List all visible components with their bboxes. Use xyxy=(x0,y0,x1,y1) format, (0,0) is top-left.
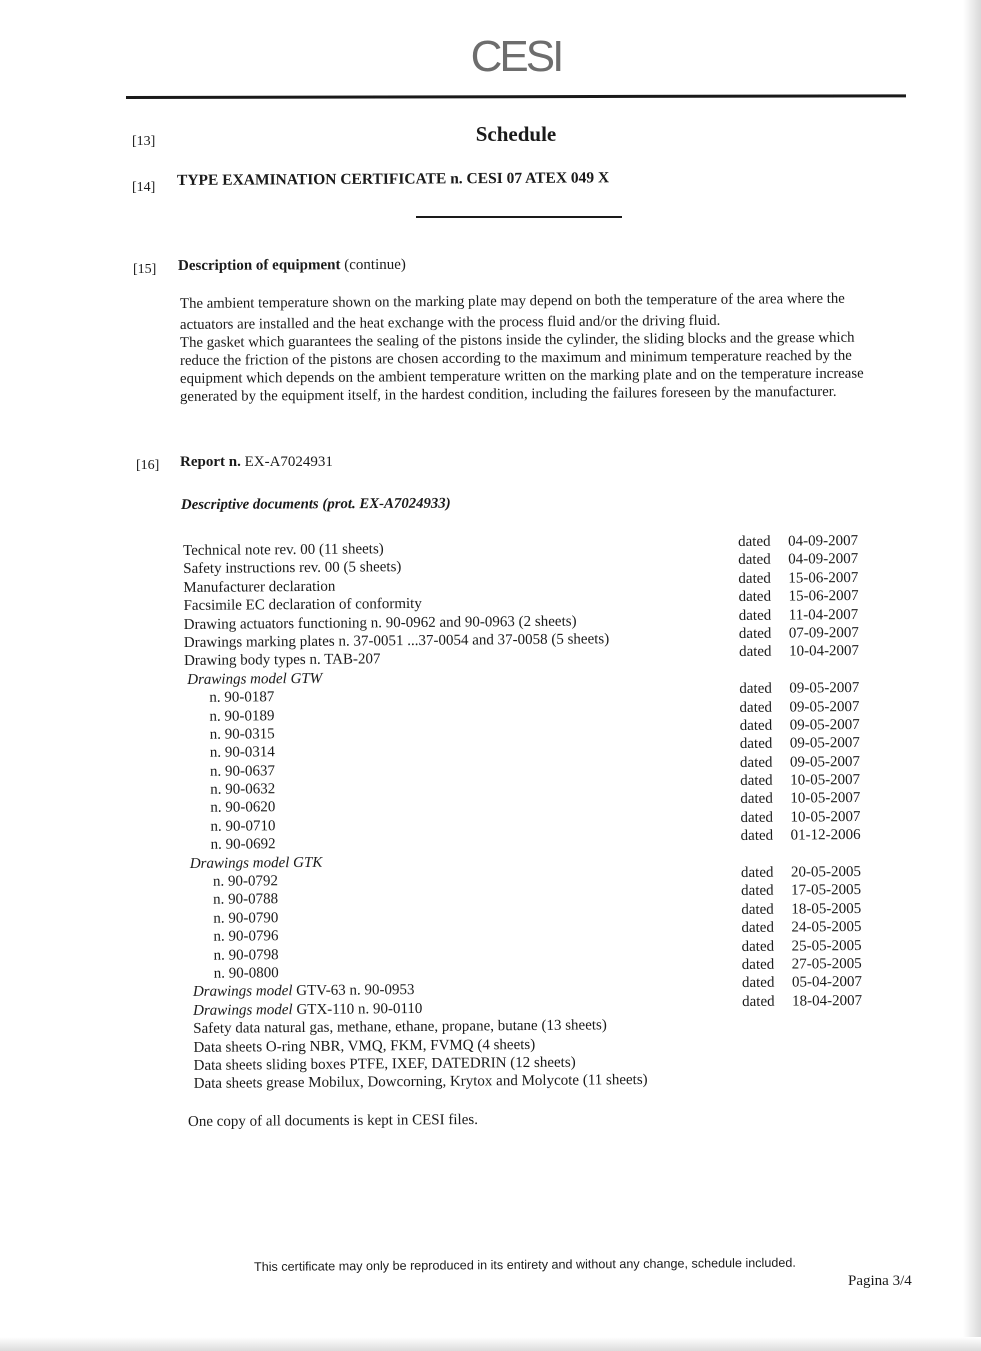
dated-label: dated xyxy=(738,644,772,661)
dated-label: dated xyxy=(741,919,775,937)
description-heading xyxy=(178,257,406,275)
document-date xyxy=(739,697,889,717)
document-item: Manufacturer declaration xyxy=(183,578,336,596)
dated-label: dated xyxy=(740,772,773,790)
date-value: 10-05-2007 xyxy=(790,808,861,826)
description-line: actuators are installed and the heat exchange with the process fluid and/or the driving fluid. xyxy=(179,312,721,333)
date-value: 10-05-2007 xyxy=(790,772,861,789)
dated-label: dated xyxy=(740,809,774,826)
document-item: Data sheets grease Mobilux, Dowcorning, Krytox and Molycote (11 sheets) xyxy=(193,1072,648,1093)
document-item: Data sheets sliding boxes PTFE, IXEF, DATEDRIN (12 sheets) xyxy=(193,1054,576,1074)
description-line: equipment which depends on the ambient temperature written on the marking plate and on the temperature increase xyxy=(179,365,864,387)
document-item: n. 90-0187 xyxy=(209,689,275,706)
document-item: Data sheets O-ring NBR, VMQ, FKM, FVMQ (4 sheets) xyxy=(193,1036,536,1056)
scan-edge-bottom xyxy=(0,1337,981,1351)
document-item: Drawings model GTK xyxy=(189,854,323,872)
report-label: Report n. xyxy=(180,454,241,470)
dated-label: dated xyxy=(738,607,772,624)
document-date xyxy=(738,532,888,552)
document-date xyxy=(741,899,891,919)
date-value: 04-09-2007 xyxy=(788,532,859,550)
dated-label: dated xyxy=(739,754,773,771)
date-value: 18-04-2007 xyxy=(792,992,863,1010)
dated-label: dated xyxy=(739,717,773,734)
document-item: Safety data natural gas, methane, ethane, propane, butane (13 sheets) xyxy=(193,1017,607,1038)
dated-label: dated xyxy=(738,533,771,550)
document-item: n. 90-0620 xyxy=(210,799,276,817)
document-date xyxy=(741,918,891,938)
title-underline xyxy=(416,216,622,218)
document-item: Drawing body types n. TAB-207 xyxy=(183,651,381,670)
document-date xyxy=(738,550,888,570)
document-item-prefix: Drawings model xyxy=(193,1001,297,1019)
document-item-text: GTV-63 n. 90-0953 xyxy=(296,982,415,1000)
section-number-15: [15] xyxy=(133,262,157,277)
description-line: generated by the equipment itself, in the hardest condition, including the failures foreseen by the manufacturer. xyxy=(179,383,837,405)
page-title: Schedule xyxy=(475,122,557,146)
document-date xyxy=(742,973,892,993)
closing-note: One copy of all documents is kept in CESI files. xyxy=(187,1111,478,1130)
document-date xyxy=(741,881,891,901)
document-date xyxy=(740,771,890,791)
document-date xyxy=(740,716,890,736)
date-value: 09-05-2007 xyxy=(789,698,860,716)
dated-label: dated xyxy=(738,588,772,606)
date-value: 27-05-2005 xyxy=(791,955,862,973)
description-heading-suffix: (continue) xyxy=(340,256,406,274)
document-date xyxy=(740,789,890,809)
document-date xyxy=(742,991,892,1011)
document-date xyxy=(739,642,889,662)
document-item: n. 90-0796 xyxy=(213,928,279,945)
dated-label: dated xyxy=(742,993,775,1010)
description-line: The ambient temperature shown on the marking plate may depend on both the temperature of the area where the xyxy=(179,290,845,312)
dated-label: dated xyxy=(741,938,775,955)
document-date xyxy=(742,955,892,975)
dated-label: dated xyxy=(740,827,774,845)
date-value: 17-05-2005 xyxy=(791,882,862,899)
date-value: 09-05-2007 xyxy=(789,680,860,697)
document-item: n. 90-0314 xyxy=(209,744,275,762)
document-item: n. 90-0189 xyxy=(209,707,275,725)
document-date xyxy=(740,734,890,754)
dated-label: dated xyxy=(741,883,774,900)
description-line: The gasket which guarantees the sealing of the pistons inside the cylinder, the sliding blocks and the grease which xyxy=(179,329,855,351)
date-value: 07-09-2007 xyxy=(788,624,859,642)
date-value: 09-05-2007 xyxy=(789,753,861,771)
dated-label: dated xyxy=(738,570,771,587)
document-date xyxy=(742,936,892,956)
date-value: 20-05-2005 xyxy=(790,863,862,881)
document-item: Technical note rev. 00 (11 sheets) xyxy=(183,541,384,559)
date-value: 25-05-2005 xyxy=(791,937,862,955)
document-item: n. 90-0792 xyxy=(212,873,279,890)
cesi-logo: CESI xyxy=(470,32,562,81)
document-item: n. 90-0790 xyxy=(213,909,279,927)
report-value: EX-A7024931 xyxy=(240,454,333,470)
dated-label: dated xyxy=(741,956,775,973)
date-value: 09-05-2007 xyxy=(789,716,860,734)
document-date xyxy=(738,568,888,588)
date-value: 04-09-2007 xyxy=(788,551,859,568)
date-value: 15-06-2007 xyxy=(788,588,859,605)
document-item: n. 90-0788 xyxy=(213,891,279,909)
document-date xyxy=(740,808,890,828)
date-value: 01-12-2006 xyxy=(790,827,861,844)
certificate-title: TYPE EXAMINATION CERTIFICATE n. CESI 07 ATEX 049 X xyxy=(176,169,610,189)
document-item: n. 90-0692 xyxy=(210,836,276,854)
document-date xyxy=(740,752,890,772)
dated-label: dated xyxy=(741,901,774,918)
section-number-13: [13] xyxy=(132,134,156,149)
date-value: 18-05-2005 xyxy=(791,900,862,918)
document-date xyxy=(739,605,889,625)
document-item-prefix: Drawings model xyxy=(192,983,297,1001)
date-value: 05-04-2007 xyxy=(791,974,862,991)
page-number: Pagina 3/4 xyxy=(848,1273,912,1289)
report-heading xyxy=(180,454,333,471)
header-rule xyxy=(126,94,906,99)
dated-label: dated xyxy=(739,736,773,753)
document-item: n. 90-0800 xyxy=(213,965,279,982)
document-item: Drawings marking plates n. 37-0051 ...37-0054 and 37-0058 (5 sheets) xyxy=(183,631,610,651)
document-date xyxy=(741,863,891,883)
section-number-14: [14] xyxy=(132,180,156,195)
dated-label: dated xyxy=(738,552,771,569)
document-item: n. 90-0798 xyxy=(213,946,279,964)
document-date xyxy=(739,624,889,644)
date-value: 15-06-2007 xyxy=(788,569,859,587)
date-value: 10-05-2007 xyxy=(790,790,861,808)
date-value: 11-04-2007 xyxy=(788,606,859,624)
descriptive-documents-title: Descriptive documents (prot. EX-A7024933) xyxy=(180,495,451,513)
footer-notice: This certificate may only be reproduced in its entirety and without any change, schedule included. xyxy=(253,1255,796,1274)
document-item: n. 90-0710 xyxy=(210,818,276,835)
document-list xyxy=(183,538,648,1094)
dated-label: dated xyxy=(739,699,773,716)
dated-label: dated xyxy=(741,975,775,992)
date-value: 10-04-2007 xyxy=(788,643,860,660)
description-heading-bold: Description of equipment xyxy=(177,257,341,274)
document-item: n. 90-0315 xyxy=(209,726,275,743)
document-item: n. 90-0632 xyxy=(210,781,276,798)
document-item: Facsimile EC declaration of conformity xyxy=(183,596,422,615)
document-date xyxy=(739,679,889,699)
date-value: 09-05-2007 xyxy=(789,735,860,752)
document-date xyxy=(741,826,891,846)
scan-edge-right xyxy=(963,0,981,1351)
dated-label: dated xyxy=(740,791,773,808)
dated-label: dated xyxy=(740,864,774,882)
dated-label: dated xyxy=(739,680,772,698)
section-number-16: [16] xyxy=(136,458,160,473)
date-value: 24-05-2005 xyxy=(791,919,862,936)
description-line: reduce the friction of the pistons are chosen according to the maximum and minimum temperature reached by the xyxy=(179,347,852,369)
document-item: Safety instructions rev. 00 (5 sheets) xyxy=(183,559,402,578)
document-item-text: GTX-110 n. 90-0110 xyxy=(296,1000,423,1018)
document-item: Drawings model GTW xyxy=(187,670,323,688)
date-list xyxy=(738,532,892,1011)
document-item: n. 90-0637 xyxy=(209,762,276,780)
document-item: Drawing actuators functioning n. 90-0962 and 90-0963 (2 sheets) xyxy=(183,613,577,633)
document-date xyxy=(738,587,888,607)
dated-label: dated xyxy=(738,625,772,642)
